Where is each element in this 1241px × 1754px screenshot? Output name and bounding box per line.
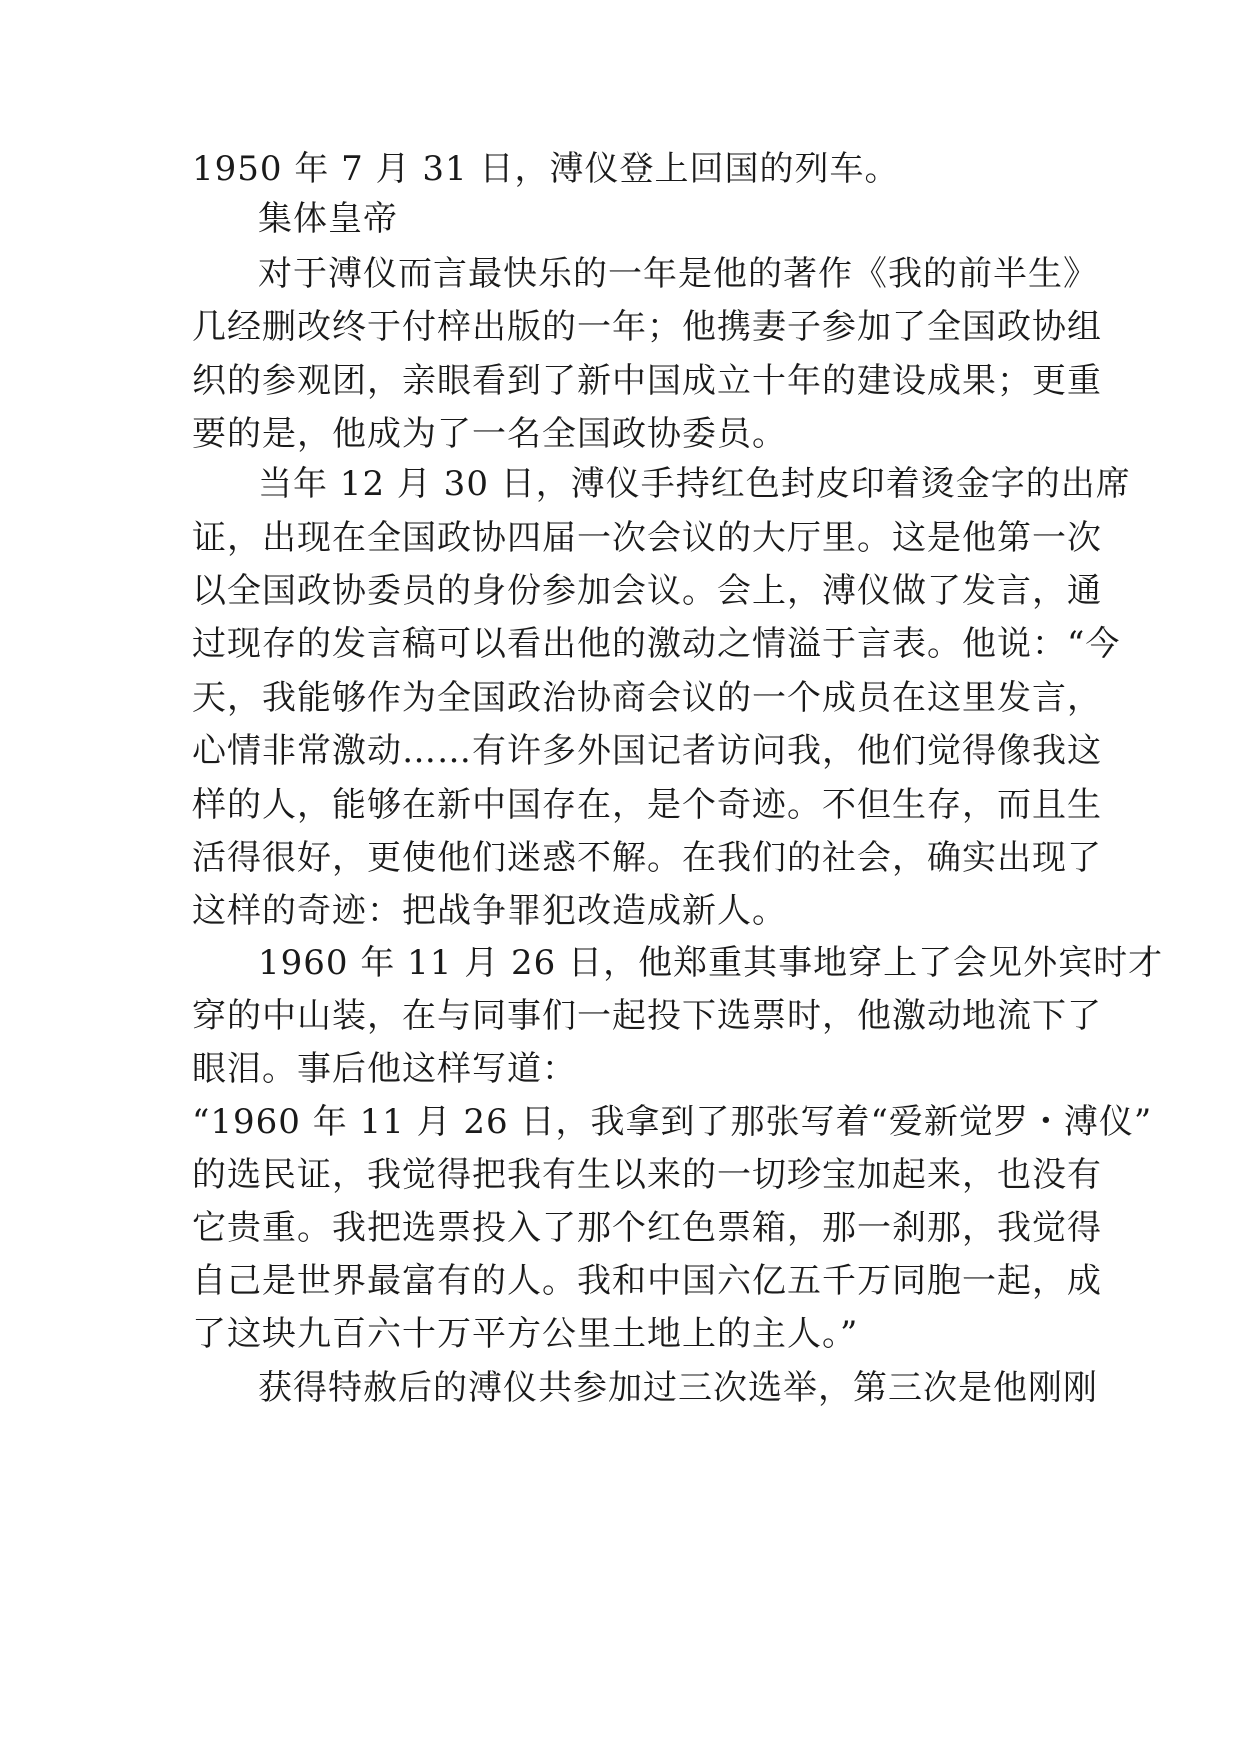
text-line: 以全国政协委员的身份参加会议。会上，溥仪做了发言，通 — [192, 571, 1102, 611]
text-line: 对于溥仪而言最快乐的一年是他的著作《我的前半生》 — [258, 254, 1098, 294]
text-line: 心情非常激动……有许多外国记者访问我，他们觉得像我这 — [192, 731, 1102, 771]
text-line: 1960 年 11 月 26 日，他郑重其事地穿上了会见外宾时才 — [258, 943, 1164, 983]
text-line: 穿的中山装，在与同事们一起投下选票时，他激动地流下了 — [192, 996, 1102, 1036]
text-line: “1960 年 11 月 26 日，我拿到了那张写着“爱新觉罗・溥仪” — [192, 1102, 1153, 1142]
text-line: 它贵重。我把选票投入了那个红色票箱，那一刹那，我觉得 — [192, 1208, 1102, 1248]
text-line: 获得特赦后的溥仪共参加过三次选举，第三次是他刚刚 — [258, 1368, 1098, 1408]
text-line: 活得很好，更使他们迷惑不解。在我们的社会，确实出现了 — [192, 838, 1102, 878]
text-line: 过现存的发言稿可以看出他的激动之情溢于言表。他说：“今 — [192, 624, 1121, 664]
text-line: 自己是世界最富有的人。我和中国六亿五千万同胞一起，成 — [192, 1261, 1102, 1301]
text-line: 样的人，能够在新中国存在，是个奇迹。不但生存，而且生 — [192, 785, 1102, 825]
text-line: 1950 年 7 月 31 日，溥仪登上回国的列车。 — [192, 149, 900, 189]
text-line: 当年 12 月 30 日，溥仪手持红色封皮印着烫金字的出席 — [258, 464, 1131, 504]
section-heading: 集体皇帝 — [258, 199, 398, 239]
text-line: 几经删改终于付梓出版的一年；他携妻子参加了全国政协组 — [192, 307, 1102, 347]
text-line: 了这块九百六十万平方公里土地上的主人。” — [192, 1314, 859, 1354]
text-line: 要的是，他成为了一名全国政协委员。 — [192, 414, 787, 454]
text-line: 的选民证，我觉得把我有生以来的一切珍宝加起来，也没有 — [192, 1155, 1102, 1195]
text-line: 证，出现在全国政协四届一次会议的大厅里。这是他第一次 — [192, 518, 1102, 558]
text-line: 这样的奇迹：把战争罪犯改造成新人。 — [192, 891, 787, 931]
text-line: 天，我能够作为全国政治协商会议的一个成员在这里发言， — [192, 678, 1102, 718]
text-line: 织的参观团，亲眼看到了新中国成立十年的建设成果；更重 — [192, 361, 1102, 401]
text-line: 眼泪。事后他这样写道： — [192, 1049, 577, 1089]
